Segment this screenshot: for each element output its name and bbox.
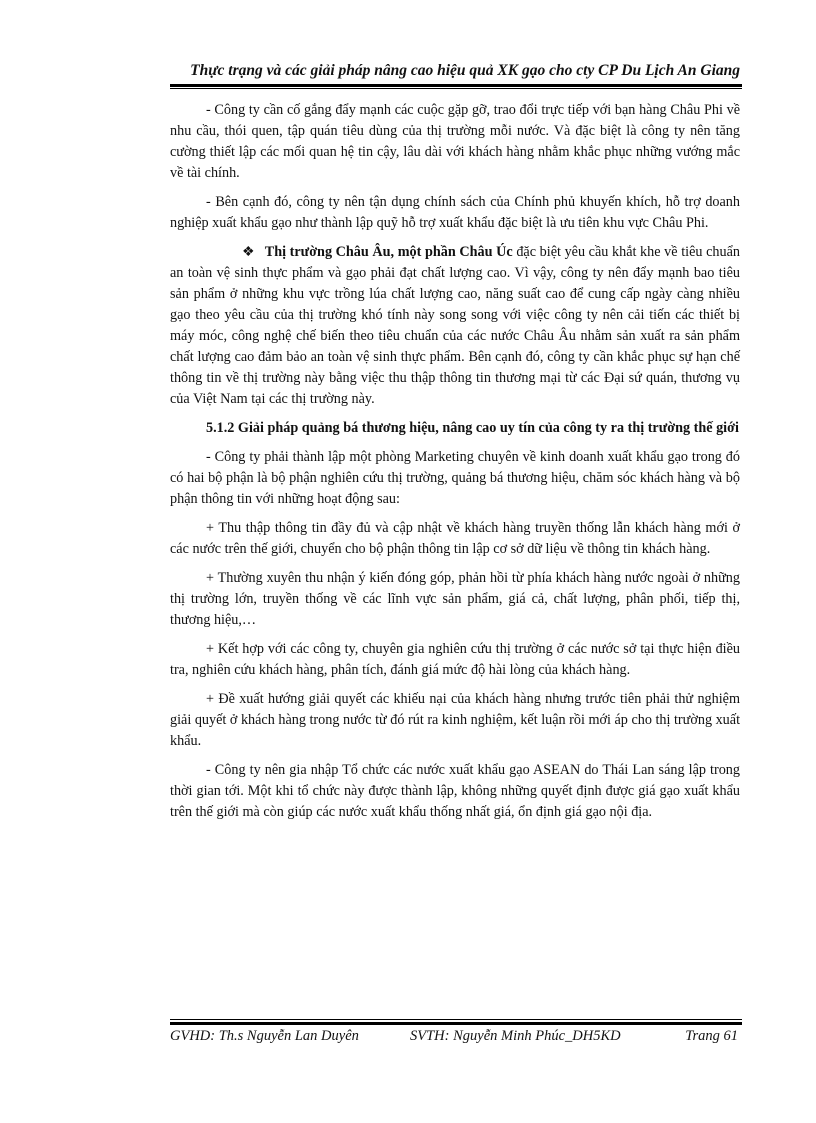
paragraph-europe-market (170, 242, 740, 410)
header-rule-thin (170, 88, 742, 89)
paragraph: - Công ty nên gia nhập Tổ chức các nước xuất khẩu gạo ASEAN do Thái Lan sáng lập trong thời gian tới. Một khi tổ chức này được thành lập, không những quyết định được giá gạo xuất khẩu trên thế giới mà còn giúp các nước xuất khẩu thống nhất giá, ổn định giá gạo nội địa. (170, 762, 740, 820)
paragraph: + Đề xuất hướng giải quyết các khiếu nại của khách hàng nhưng trước tiên phải thử nghiệm giải quyết ở khách hàng trong nước từ đó rút ra kinh nghiệm, kết luận rồi mới áp cho thị trường xuất khẩu. (170, 691, 741, 749)
paragraph: + Kết hợp với các công ty, chuyên gia nghiên cứu thị trường ở các nước sở tại thực hiện điều tra, nghiên cứu khách hàng, phân tích, đánh giá mức độ hài lòng của khách hàng. (170, 641, 740, 678)
document-body (170, 100, 740, 831)
paragraph: - Công ty cần cố gắng đẩy mạnh các cuộc gặp gỡ, trao đổi trực tiếp với bạn hàng Châu Phi về nhu cầu, thói quen, tập quán tiêu dùng của thị trường mỗi nước. Và đặc biệt là công ty nên tăng cường thiết lập các mối quan hệ tin cậy, lâu dài với khách hàng nhằm khắc phục những vướng mắc về tài chính. (170, 102, 740, 181)
bold-lead: Thị trường Châu Âu, một phần Châu Úc (264, 244, 513, 260)
paragraph: + Thường xuyên thu nhận ý kiến đóng góp, phản hồi từ phía khách hàng nước ngoài ở những thị trường lớn, truyền thống về các lĩnh vực sản phẩm, giá cả, chất lượng, phân phối, tiếp thị, thương hiệu,… (170, 570, 740, 628)
header-rule-thick (170, 84, 742, 87)
paragraph: - Bên cạnh đó, công ty nên tận dụng chính sách của Chính phủ khuyến khích, hỗ trợ doanh nghiệp xuất khẩu gạo như thành lập quỹ hỗ trợ xuất khẩu đặc biệt là ưu tiên khu vực Châu Phi. (170, 194, 740, 231)
paragraph-text: đặc biệt yêu cầu khắt khe về tiêu chuẩn an toàn vệ sinh thực phẩm và gạo phải đạt chất lượng cao. Vì vậy, công ty nên đẩy mạnh bao tiêu sản phẩm ở những khu vực trồng lúa chất lượng cao, năng suất cao để cung cấp ngày càng nhiều gạo theo yêu cầu của thị trường khó tính này song song với việc công ty nên cải tiến các thiết bị máy móc, công nghệ chế biến theo tiêu chuẩn của các nước Châu Âu nhằm sản xuất ra sản phẩm chất lượng cao đảm bảo an toàn vệ sinh thực phẩm. Bên cạnh đó, công ty cần khắc phục sự hạn chế thông tin về thị trường này bằng việc thu thập thông tin thương mại từ các Đại sứ quán, thương vụ của Việt Nam tại các thị trường này. (170, 244, 740, 407)
section-heading: 5.1.2 Giải pháp quảng bá thương hiệu, nâng cao uy tín của công ty ra thị trường thế giới (206, 420, 739, 436)
footer-page-number: Trang 61 (685, 1028, 738, 1044)
footer-student: SVTH: Nguyễn Minh Phúc_DH5KD (410, 1028, 621, 1044)
page-header-title: Thực trạng và các giải pháp nâng cao hiệu quả XK gạo cho cty CP Du Lịch An Giang (190, 62, 740, 79)
diamond-bullet-icon: ❖ (242, 244, 255, 260)
footer-rule-thin (170, 1019, 742, 1020)
footer-rule-thick (170, 1022, 742, 1025)
footer-advisor: GVHD: Th.s Nguyễn Lan Duyên (170, 1028, 359, 1044)
paragraph: + Thu thập thông tin đầy đủ và cập nhật về khách hàng truyền thống lẫn khách hàng mới ở các nước trên thế giới, chuyển cho bộ phận thông tin lập cơ sở dữ liệu về thông tin khách hàng. (170, 520, 740, 557)
paragraph: - Công ty phải thành lập một phòng Marketing chuyên về kinh doanh xuất khẩu gạo trong đó có hai bộ phận là bộ phận nghiên cứu thị trường, quảng bá thương hiệu, chăm sóc khách hàng và bộ phận thông tin với những hoạt động sau: (170, 449, 740, 507)
